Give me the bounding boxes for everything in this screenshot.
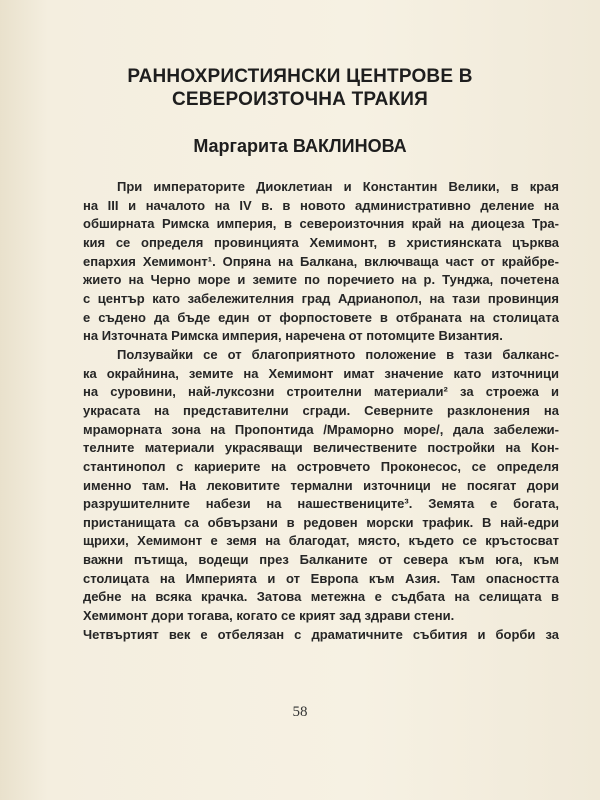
page-number: 58 [292,704,308,720]
text-line: пристанищата са обвързани в редовен морски трафик. В най-едри [83,514,559,530]
text-line: епархия Хемимонт¹. Опряна на Балкана, включваща част от крайбре- [83,253,559,269]
text-line: именно там. На лековитите термални източници не посягат дори [83,477,559,493]
article-body [83,178,559,644]
article-title-line-1: РАННОХРИСТИЯНСКИ ЦЕНТРОВЕ В [127,66,473,87]
text-line: ка окрайнина, земите на Хемимонт имат значение като източници [83,365,559,381]
author-name: Маргарита ВАКЛИНОВА [193,136,407,156]
text-line: стантинопол с кариерите на островчето Проконесос, се определя [83,458,559,474]
text-line: щрихи, Хемимонт е земя на благодат, място, където се кръстосват [83,533,559,549]
text-line: с център като забележителния град Адрианопол, на тази провинция [83,290,559,306]
text-line: украсата на представителни сгради. Северните разклонения на [83,402,559,418]
text-line: е съдено да бъде един от форпостовете в отбраната на столицата [83,309,559,325]
text-line: мраморната зона на Пропонтида /Мраморно море/, дала забележи- [83,421,559,437]
article-title-line-2: СЕВЕРОИЗТОЧНА ТРАКИЯ [171,89,429,110]
text-line: разрушителните набези на нашествениците³. Земята е богата, [83,496,559,512]
text-line: Ползувайки се от благоприятното положение в тази балканс- [117,346,559,362]
text-line: телните материали украсяващи величествените постройки на Кон- [83,440,559,456]
text-line: на Източната Римска империя, наречена от потомците Византия. [83,328,503,344]
text-line: Четвъртият век е отбелязан с драматичните събития и борби за [83,626,559,642]
text-line: жието на Черно море и земите по поречието на р. Тунджа, почетена [83,272,559,288]
text-line: кия се определя провинцията Хемимонт, в християнската църква [83,234,559,250]
text-line: обширната Римска империя, в североизточния край на диоцеза Тра- [83,216,559,232]
text-line: столицата на Империята и от Европа към Азия. Там опасността [83,570,559,586]
text-line: дебне на всяка крачка. Затова метежна е съдбата на селищата в [83,589,559,605]
text-line: При императорите Диоклетиан и Константин Велики, в края [117,179,559,194]
text-line: важни пътища, водещи през Балканите от севера към юга, към [83,552,559,568]
text-line: на III и началото на IV в. в новото административно деление на [83,197,559,213]
text-line: на суровини, най-луксозни строителни материали² за строежа и [83,384,559,400]
text-line: Хемимонт дори тогава, когато се крият зад здрави стени. [83,608,455,624]
